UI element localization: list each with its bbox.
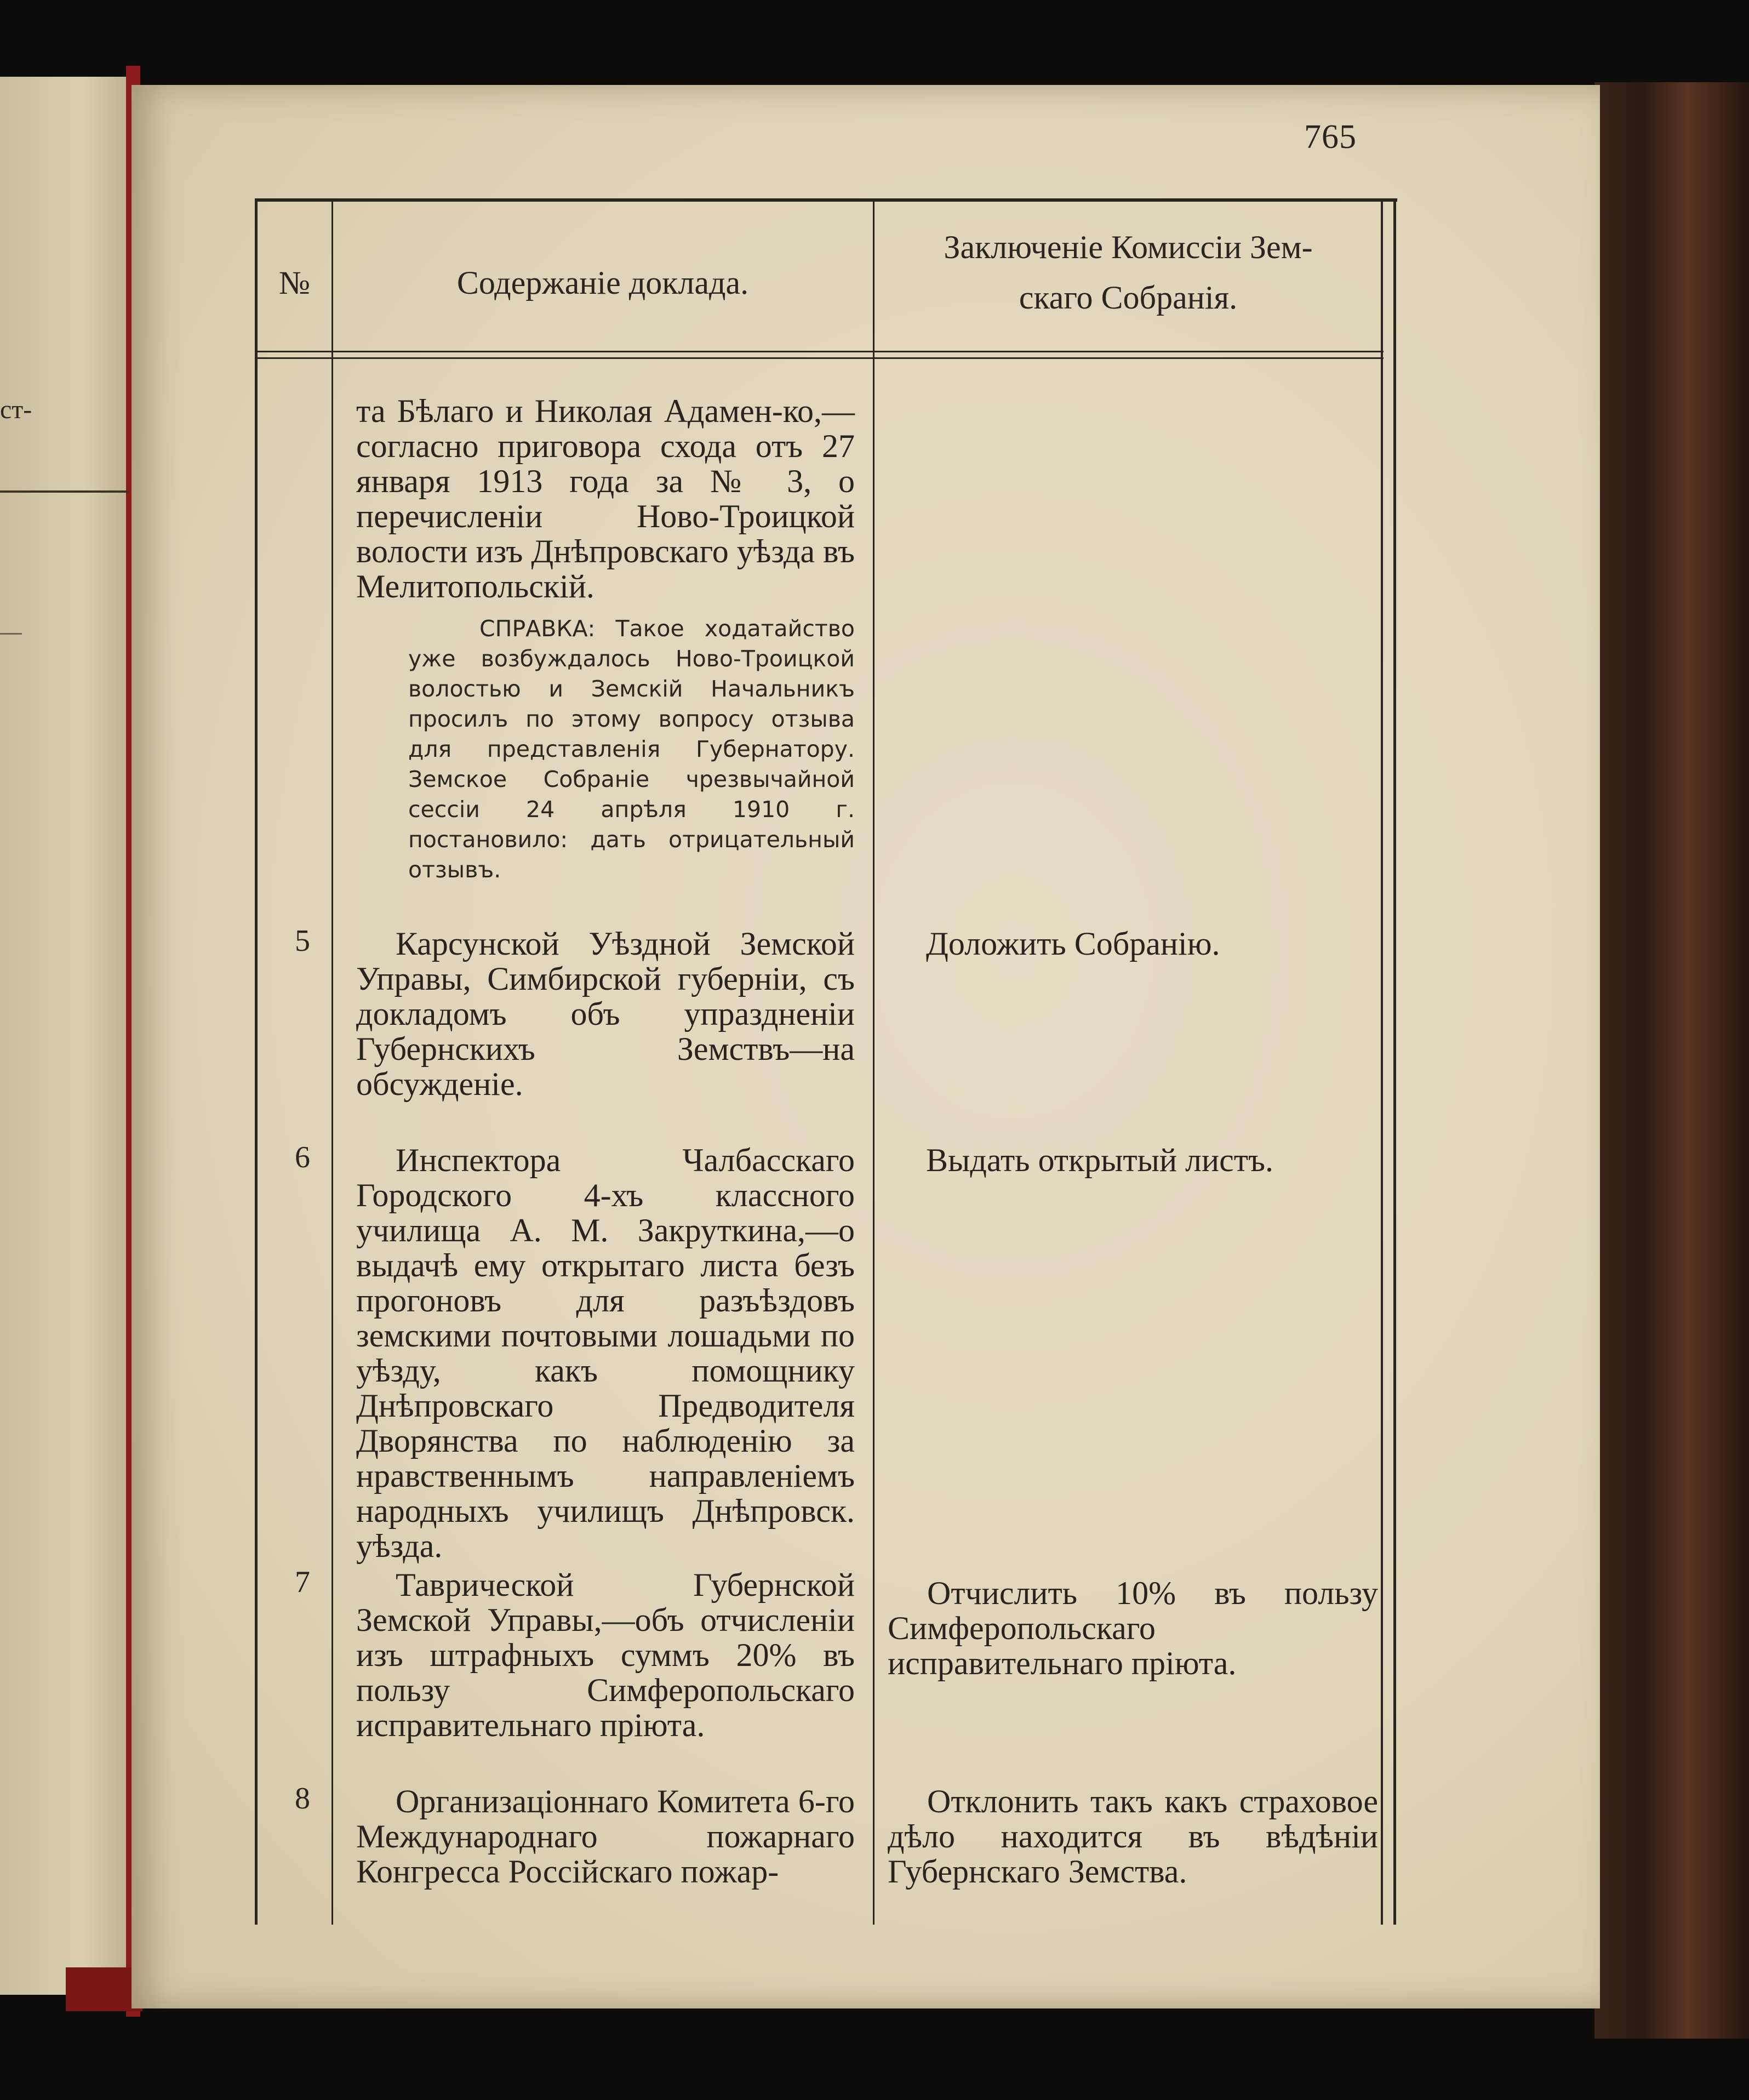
header-conclusion-line1: Заключеніе Комиссіи Зем- (944, 229, 1313, 265)
row-number-7: 7 (295, 1565, 310, 1599)
row-content-8: Организаціоннаго Комитета 6-го Международнаго пожарнаго Конгресса Россійскаго пожар- (356, 1783, 855, 1890)
facing-page-text-fragment: ст- (0, 395, 32, 424)
continuation-text: та Бѣлаго и Николая Адамен-ко,— согласно приговора схода отъ 27 января 1913 года за № 3, о перечисленіи Ново-Троицкой волости изъ Днѣпровскаго уѣзда въ Мелитопольскій. (356, 393, 855, 604)
continuation-note: СПРАВКА: Такое ходатайство уже возбуждалось Ново-Троицкой волостью и Земскій Начальникъ просилъ по этому вопросу отзыва для представленія Губернатору. Земское Собраніе чрезвычайной сессіи 24 апрѣля 1910 г. постановило: дать отрицательный отзывъ. (408, 615, 855, 883)
row-content-7: Таврической Губернской Земской Управы,—объ отчисленіи изъ штрафныхъ суммъ 20% въ пользу Симферопольскаго исправительнаго пріюта. (356, 1567, 855, 1743)
facing-page-rule (0, 490, 129, 493)
row-conclusion-5: Доложить Собранію. (926, 926, 1220, 962)
row-number-5: 5 (295, 924, 310, 958)
row-conclusion-7: Отчислить 10% въ пользу Симферопольскаго исправительнаго пріюта. (888, 1575, 1378, 1681)
book-spine-right (1594, 82, 1749, 2039)
header-conclusion (876, 222, 1381, 323)
header-content: Содержаніе доклада. (456, 265, 749, 301)
row-number-6: 6 (295, 1140, 310, 1174)
row-number-8: 8 (295, 1782, 310, 1816)
header-number: № (278, 265, 311, 301)
row-conclusion-6: Выдать открытый листъ. (926, 1142, 1273, 1178)
page-number: 765 (1304, 118, 1357, 156)
header-conclusion-line2: скаго Собранія. (1019, 279, 1238, 316)
row-conclusion-8: Отклонить такъ какъ страховое дѣло находится въ вѣдѣніи Губернскаго Земства. (888, 1783, 1378, 1890)
page-edge-red-corner (66, 1967, 142, 2011)
facing-page-rule-short (0, 633, 22, 635)
facing-page (0, 77, 140, 1995)
row-content-6: Инспектора Чалбасскаго Городского 4-хъ классного училища А. М. Закруткина,—о выдачѣ ему открытаго листа безъ прогоновъ для разъѣздовъ земскими почтовыми лошадьми по уѣзду, какъ помощнику Днѣпровскаго Предводителя Дворянства по наблюденію за нравственнымъ направленіемъ народныхъ училищъ Днѣпровск. уѣзда. (356, 1142, 855, 1564)
document-page (132, 85, 1600, 2008)
row-content-5: Карсунской Уѣздной Земской Управы, Симбирской губерніи, съ докладомъ объ упраздненіи Губернскихъ Земствъ—на обсужденіе. (356, 926, 855, 1102)
